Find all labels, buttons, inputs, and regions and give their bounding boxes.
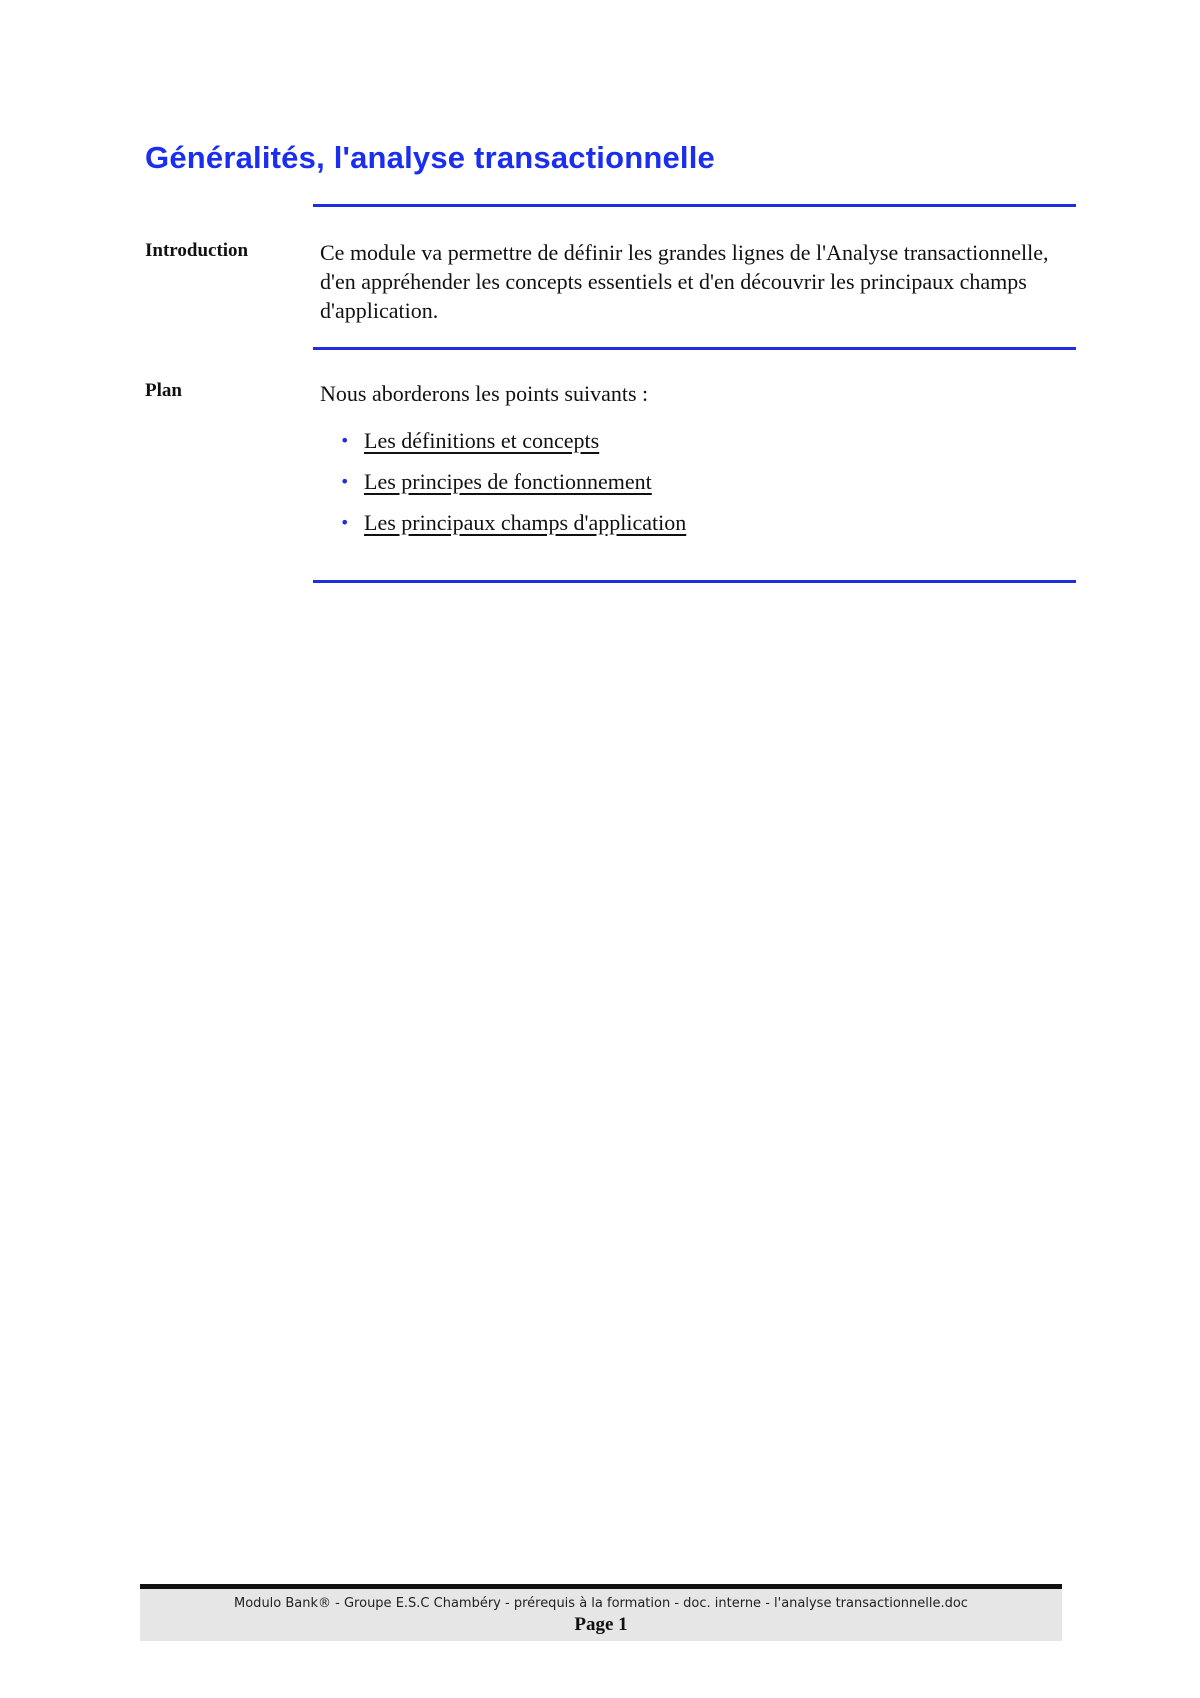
plan-item-applications xyxy=(340,502,686,543)
plan-lead-text: Nous aborderons les points suivants : xyxy=(320,381,649,406)
section-divider-middle xyxy=(313,347,1076,350)
plan-label: Plan xyxy=(145,380,182,401)
page-number: Page 1 xyxy=(574,1614,628,1635)
bullet-icon: • xyxy=(340,472,350,491)
page-footer xyxy=(140,1584,1062,1641)
introduction-text: Ce module va permettre de définir les grandes lignes de l'Analyse transactionnelle, d'en appréhender les concepts essentiels et d'en découvrir les principaux champs d'application. xyxy=(320,240,1049,323)
page-title: Généralités, l'analyse transactionnelle xyxy=(145,140,715,175)
plan-item-definitions xyxy=(340,420,686,461)
bullet-icon: • xyxy=(340,431,350,450)
section-divider-bottom xyxy=(313,580,1076,583)
introduction-label: Introduction xyxy=(145,240,249,261)
footer-text: Modulo Bank® - Groupe E.S.C Chambéry - prérequis à la formation - doc. interne - l'analyse transactionnelle.doc xyxy=(234,1596,968,1611)
plan-link-principles[interactable]: Les principes de fonctionnement xyxy=(364,468,652,494)
plan-link-applications[interactable]: Les principaux champs d'application xyxy=(364,509,687,535)
plan-list xyxy=(340,420,686,543)
plan-item-principles xyxy=(340,461,686,502)
bullet-icon: • xyxy=(340,513,350,532)
section-divider-top xyxy=(313,204,1076,207)
plan-link-definitions[interactable]: Les définitions et concepts xyxy=(364,427,600,453)
